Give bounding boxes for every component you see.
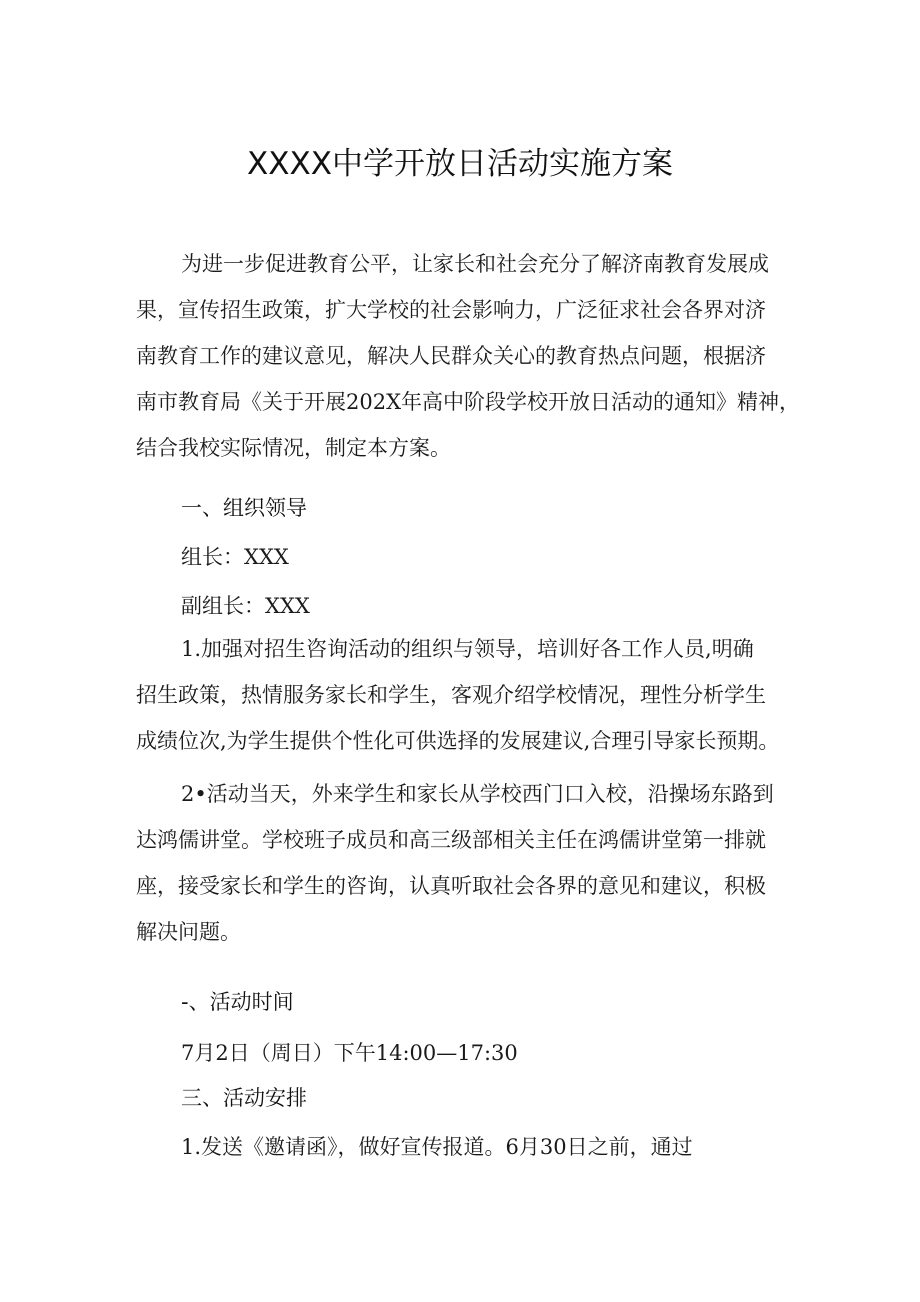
section-heading-time: -、活动时间 <box>181 990 294 1014</box>
intro-line: 结合我校实际情况，制定本方案。 <box>136 436 451 460</box>
organization-item-2 <box>136 771 796 955</box>
arrangement-item-1: 1.发送《邀请函》，做好宣传报道。6月30日之前，通过 <box>181 1135 693 1159</box>
deputy-leader-line: 副组长：XXX <box>181 594 310 618</box>
section-heading-organization: 一、组织领导 <box>181 496 307 520</box>
intro-line: 果，宣传招生政策，扩大学校的社会影响力，广泛征求社会各界对济 <box>136 298 766 322</box>
document-title: XXXX中学开放日活动实施方案 <box>247 146 673 182</box>
intro-line: 为进一步促进教育公平，让家长和社会充分了解济南教育发展成 <box>181 252 769 276</box>
item-line: 1.加强对招生咨询活动的组织与领导，培训好各工作人员,明确 <box>181 637 754 661</box>
intro-paragraph <box>136 241 801 471</box>
item-line: 座，接受家长和学生的咨询，认真听取社会各界的意见和建议，积极 <box>136 874 766 898</box>
item-line: 2•活动当天，外来学生和家长从学校西门口入校，沿操场东路到 <box>181 782 774 806</box>
item-line: 达鸿儒讲堂。学校班子成员和高三级部相关主任在鸿儒讲堂第一排就 <box>136 828 766 852</box>
item-line: 成绩位次,为学生提供个性化可供选择的发展建议,合理引导家长预期。 <box>136 729 780 753</box>
activity-time: 7月2日（周日）下午14:00—17:30 <box>181 1041 518 1065</box>
leader-line: 组长：XXX <box>181 545 289 569</box>
item-line: 解决问题。 <box>136 920 241 944</box>
organization-item-1 <box>136 626 796 764</box>
section-heading-arrangement: 三、活动安排 <box>181 1086 307 1110</box>
intro-line: 南教育工作的建议意见，解决人民群众关心的教育热点问题，根据济 <box>136 344 766 368</box>
item-line: 招生政策，热情服务家长和学生，客观介绍学校情况，理性分析学生 <box>136 683 766 707</box>
intro-line: 南市教育局《关于开展202X年高中阶段学校开放日活动的通知》精神， <box>136 390 801 414</box>
